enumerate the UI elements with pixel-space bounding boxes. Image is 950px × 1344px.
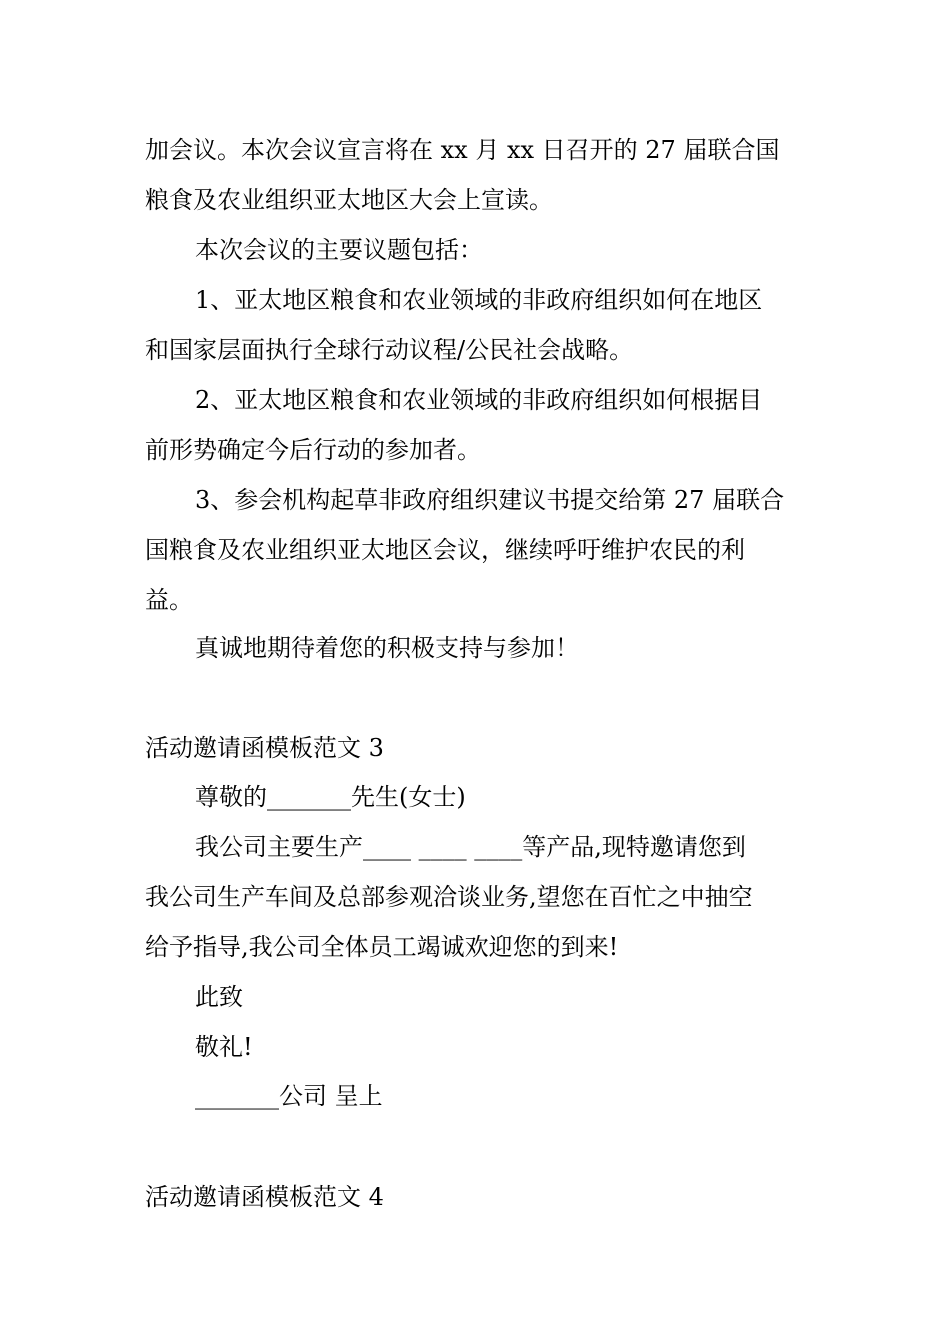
agenda-item-1: 1、亚太地区粮食和农业领域的非政府组织如何在地区 (195, 286, 763, 314)
closing-line: 真诚地期待着您的积极支持与参加！ (195, 634, 579, 662)
body-line: 我公司生产车间及总部参观洽谈业务,望您在百忙之中抽空 (145, 883, 753, 911)
agenda-item-3: 3、参会机构起草非政府组织建议书提交给第 27 届联合 (195, 486, 785, 514)
paragraph-line: 粮食及农业组织亚太地区大会上宣读。 (145, 186, 553, 214)
body-line: 我公司主要生产____ ____ ____等产品,现特邀请您到 (195, 833, 746, 861)
paragraph-line: 加会议。本次会议宣言将在 xx 月 xx 日召开的 27 届联合国 (145, 136, 780, 164)
body-line: 给予指导,我公司全体员工竭诚欢迎您的到来! (145, 933, 619, 961)
agenda-item-2: 2、亚太地区粮食和农业领域的非政府组织如何根据目 (195, 386, 763, 414)
section-heading-4: 活动邀请函模板范文 4 (145, 1183, 384, 1211)
agenda-intro: 本次会议的主要议题包括： (195, 236, 483, 264)
agenda-item-3-cont: 益。 (145, 586, 193, 614)
salutation: 尊敬的_______先生(女士) (195, 783, 466, 811)
closing-ci-zhi: 此致 (195, 983, 243, 1011)
section-heading-3: 活动邀请函模板范文 3 (145, 734, 384, 762)
signature-line: _______公司 呈上 (195, 1082, 383, 1110)
agenda-item-1-cont: 和国家层面执行全球行动议程/公民社会战略。 (145, 336, 634, 364)
agenda-item-3-cont: 国粮食及农业组织亚太地区会议，继续呼吁维护农民的利 (145, 536, 745, 564)
agenda-item-2-cont: 前形势确定今后行动的参加者。 (145, 436, 481, 464)
closing-jing-li: 敬礼! (195, 1033, 253, 1061)
